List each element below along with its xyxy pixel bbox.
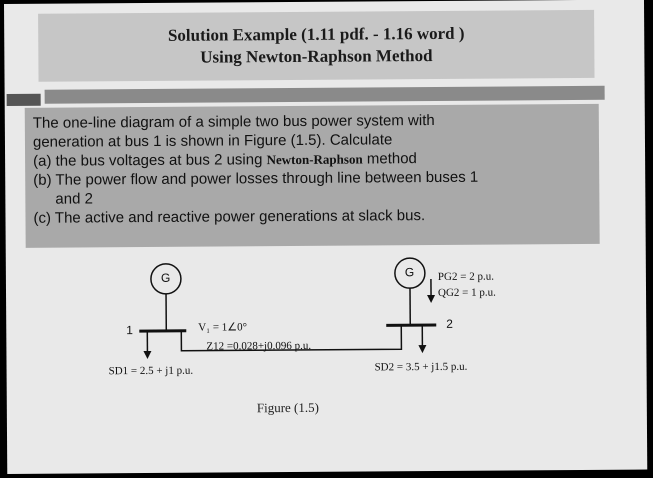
generator-1-label: G [160, 270, 171, 285]
load-1-arrow [143, 351, 151, 359]
title-line-2: Using Newton-Raphson Method [200, 46, 433, 67]
problem-line-3c: method [362, 150, 417, 168]
bus-2-label: 2 [446, 316, 453, 331]
line-impedance-label: Z12 =0.028+j0.096 p.u. [206, 339, 312, 353]
bus-1-voltage-label: V₁ = 1∠0° [198, 321, 248, 334]
generator-2-real-power-label: PG2 = 2 p.u. [437, 270, 494, 283]
document-page [4, 0, 647, 474]
problem-line-5: and 2 [55, 190, 93, 208]
problem-line-3b: Newton-Raphson [266, 151, 363, 168]
title-line-1: Solution Example (1.11 pdf. - 1.16 word ) [167, 23, 465, 45]
problem-line-3a: (a) the bus voltages at bus 2 using [33, 151, 267, 170]
figure-caption: Figure (1.5) [256, 399, 319, 416]
generator-2-reactive-power-label: QG2 = 1 p.u. [437, 286, 496, 299]
problem-line-1: The one-line diagram of a simple two bus power system with [32, 111, 435, 132]
generator-2-label: G [404, 265, 415, 280]
problem-line-2: generation at bus 1 is shown in Figure (1.5). Calculate [32, 131, 393, 151]
problem-line-4: (b) The power flow and power losses through line between buses 1 [33, 168, 479, 189]
load-2-label: SD2 = 3.5 + j1.5 p.u. [374, 360, 468, 374]
load-2-arrow [418, 345, 426, 353]
load-1-label: SD1 = 2.5 + j1 p.u. [108, 364, 194, 378]
bus-1-label: 1 [126, 323, 134, 338]
gen-2-injection-arrow [427, 295, 435, 303]
problem-line-6: (c) The active and reactive power generations at slack bus. [33, 207, 426, 227]
